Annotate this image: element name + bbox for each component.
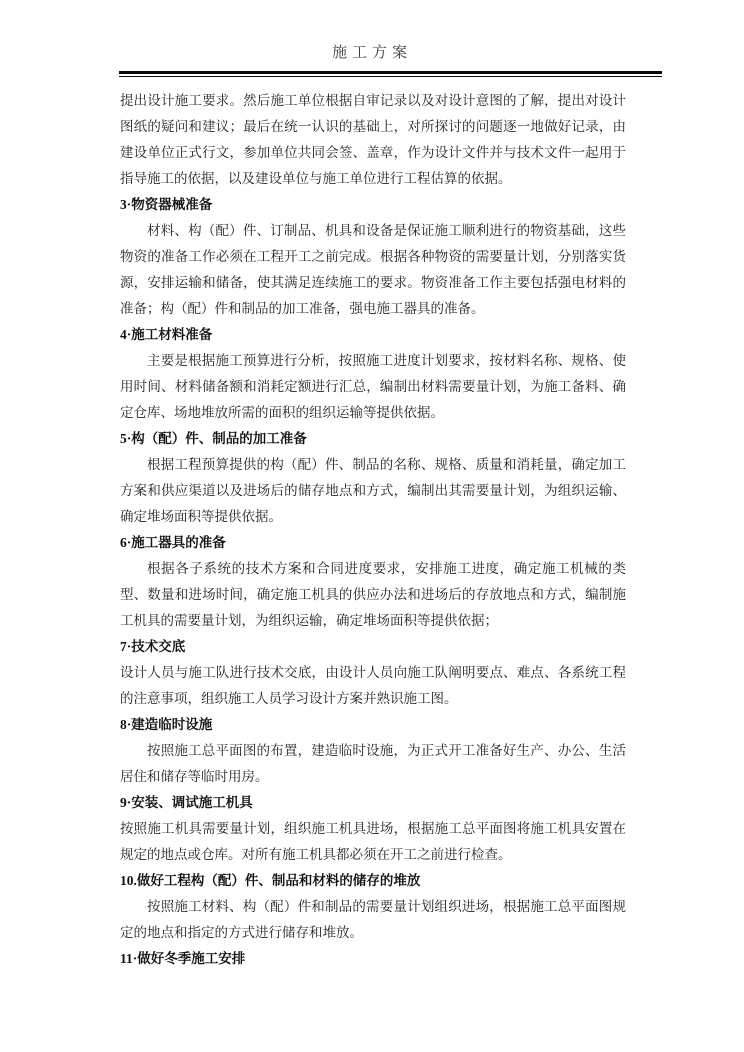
section-heading-4: 4·施工材料准备 <box>120 327 213 342</box>
header-divider <box>119 71 662 77</box>
section-heading-11: 11·做好冬季施工安排 <box>120 951 246 966</box>
section-heading-9: 9·安装、调试施工机具 <box>120 795 253 810</box>
section-heading-5: 5·构（配）件、制品的加工准备 <box>120 431 307 446</box>
section-heading-7: 7·技术交底 <box>120 639 186 654</box>
section-paragraph-5: 根据工程预算提供的构（配）件、制品的名称、规格、质量和消耗量，确定加工方案和供应渠道以及进场后的储存地点和方式，编制出其需要量计划，为组织运输、确定堆场面积等提供依据。 <box>120 457 626 524</box>
section-paragraph-10: 按照施工材料、构（配）件和制品的需要量计划组织进场，根据施工总平面图规定的地点和指定的方式进行储存和堆放。 <box>120 899 626 940</box>
section-heading-10: 10.做好工程构（配）件、制品和材料的储存的堆放 <box>120 873 421 888</box>
section-heading-3: 3·物资器械准备 <box>120 197 213 212</box>
section-paragraph-4: 主要是根据施工预算进行分析，按照施工进度计划要求，按材料名称、规格、使用时间、材料储备额和消耗定额进行汇总，编制出材料需要量计划，为施工备料、确定仓库、场地堆放所需的面积的组织运输等提供依据。 <box>120 353 626 420</box>
section-heading-6: 6·施工器具的准备 <box>120 535 226 550</box>
section-paragraph-3: 材料、构（配）件、订制品、机具和设备是保证施工顺利进行的物资基础，这些物资的准备工作必须在工程开工之前完成。根据各种物资的需要量计划，分别落实货源，安排运输和储备，使其满足连续施工的要求。物资准备工作主要包括强电材料的准备；构（配）件和制品的加工准备，强电施工器具的准备。 <box>120 223 626 316</box>
intro-paragraph: 提出设计施工要求。然后施工单位根据自审记录以及对设计意图的了解，提出对设计图纸的疑问和建议；最后在统一认识的基础上，对所探讨的问题逐一地做好记录，由建设单位正式行文，参加单位共同会签、盖章，作为设计文件并与技术文件一起用于指导施工的依据，以及建设单位与施工单位进行工程估算的依据。 <box>120 93 626 186</box>
section-paragraph-9: 按照施工机具需要量计划，组织施工机具进场，根据施工总平面图将施工机具安置在规定的地点或仓库。对所有施工机具都必须在开工之前进行检查。 <box>120 821 626 862</box>
section-paragraph-6: 根据各子系统的技术方案和合同进度要求，安排施工进度，确定施工机械的类型、数量和进场时间，确定施工机具的供应办法和进场后的存放地点和方式，编制施工机具的需要量计划，为组织运输，确定堆场面积等提供依据； <box>120 561 626 628</box>
page-title: 施工方案 <box>331 45 412 61</box>
document-body <box>120 88 626 972</box>
section-paragraph-8: 按照施工总平面图的布置，建造临时设施，为正式开工准备好生产、办公、生活居住和储存等临时用房。 <box>120 743 626 784</box>
section-paragraph-7: 设计人员与施工队进行技术交底，由设计人员向施工队阐明要点、难点、各系统工程的注意事项，组织施工人员学习设计方案并熟识施工图。 <box>120 665 626 706</box>
section-heading-8: 8·建造临时设施 <box>120 717 213 732</box>
